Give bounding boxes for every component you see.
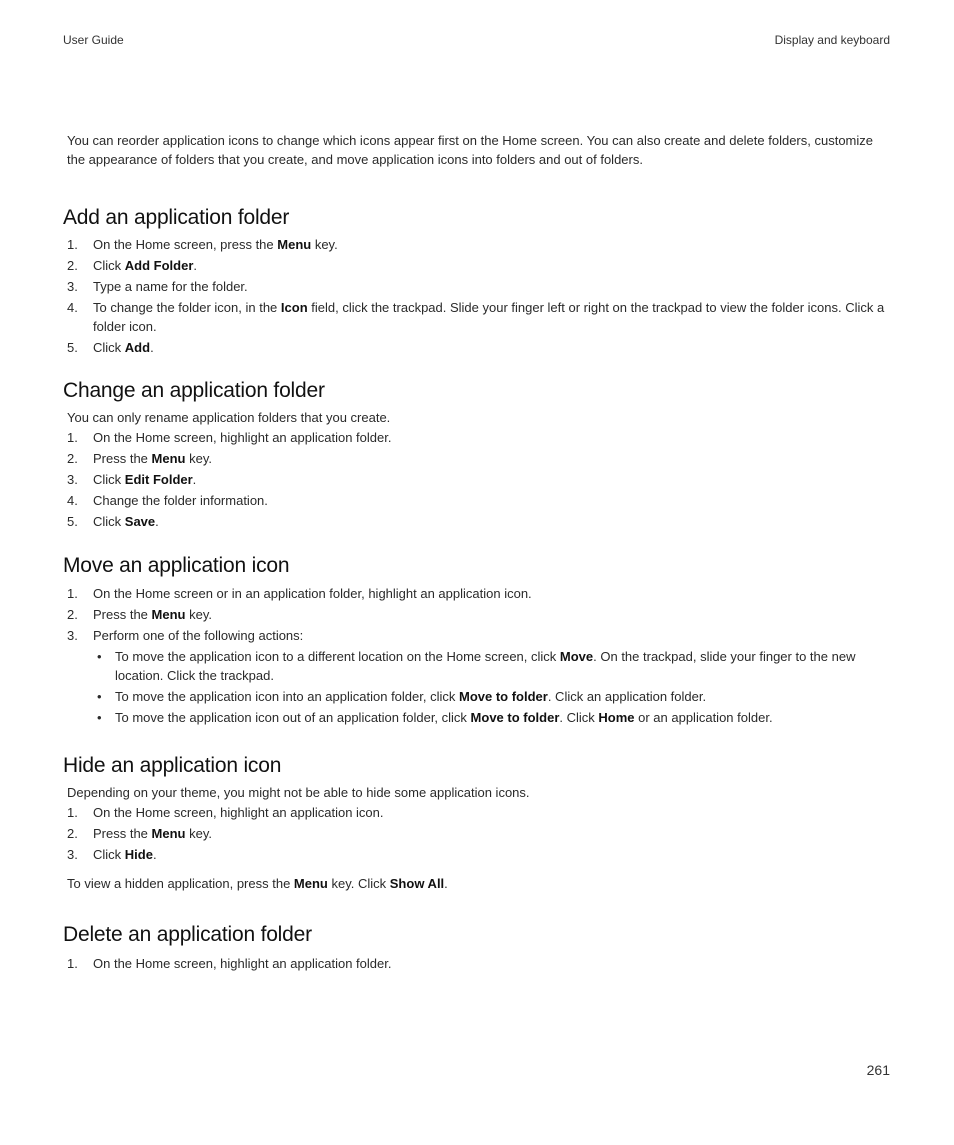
steps-list — [63, 954, 891, 973]
intro-paragraph: You can reorder application icons to change which icons appear first on the Home screen. You can also create and delete folders, customize the appearance of folders that you create, and move application icons into folders and out of folders. — [67, 133, 874, 167]
section-title: Add an application folder — [63, 206, 290, 229]
section-move-icon — [63, 554, 891, 727]
section-change-folder — [63, 379, 891, 531]
section-delete-folder — [63, 923, 891, 973]
sub-action-item: • To move the application icon to a different location on the Home screen, click Move. On the trackpad, slide your finger to the new location. Click the trackpad. — [97, 649, 856, 683]
section-add-folder — [63, 206, 891, 357]
step-item: 1. On the Home screen, highlight an application folder. — [67, 956, 392, 971]
step-item: 4. Change the folder information. — [67, 493, 268, 508]
sub-action-item: • To move the application icon out of an application folder, click Move to folder. Click Home or an application folder. — [97, 710, 773, 725]
header-doc-title: User Guide — [63, 33, 124, 47]
header-chapter-title: Display and keyboard — [774, 33, 890, 47]
steps-list — [63, 428, 891, 531]
section-paragraph: Depending on your theme, you might not be able to hide some application icons. — [67, 785, 530, 800]
hidden-app-note: To view a hidden application, press the Menu key. Click Show All. — [67, 876, 448, 891]
sub-actions-list — [93, 647, 891, 727]
bullet-icon: • — [97, 649, 102, 664]
step-item: 1. On the Home screen or in an application folder, highlight an application icon. — [67, 586, 532, 601]
step-item: 2. Press the Menu key. — [67, 451, 212, 466]
step-item: 5. Click Add. — [67, 340, 154, 355]
section-paragraph: You can only rename application folders that you create. — [67, 410, 391, 425]
step-item: 1. On the Home screen, highlight an application folder. — [67, 430, 392, 445]
page-content — [63, 131, 891, 975]
section-title: Move an application icon — [63, 554, 290, 577]
step-item: 2. Click Add Folder. — [67, 258, 198, 273]
section-title: Delete an application folder — [63, 923, 312, 946]
section-title: Change an application folder — [63, 379, 325, 402]
step-item: 5. Click Save. — [67, 514, 159, 529]
step-item: 1. On the Home screen, press the Menu key. — [67, 237, 338, 252]
bullet-icon: • — [97, 710, 102, 725]
step-item: 2. Press the Menu key. — [67, 826, 212, 841]
step-item: 4. To change the folder icon, in the Icon field, click the trackpad. Slide your finger left or right on the trackpad to view the folder icons. Click a folder icon. — [67, 300, 885, 334]
steps-list — [63, 584, 891, 727]
bullet-icon: • — [97, 689, 102, 704]
step-item: 3. Type a name for the folder. — [67, 279, 248, 294]
step-item: 2. Press the Menu key. — [67, 607, 212, 622]
step-item: 3. Perform one of the following actions: • To move the application icon to a different location on the Home screen, click Move. On the trackpad, slide your finger to the new location. Click the trackpad. • To move the application icon into an application folder, click Move to folder. Click an application folder. • To move the application icon out of an application folder, click Move to folder. Click Home or an application folder. — [63, 626, 891, 727]
sub-action-item: • To move the application icon into an application folder, click Move to folder. Click an application folder. — [97, 689, 707, 704]
section-hide-icon — [63, 754, 891, 893]
steps-list — [63, 803, 891, 864]
steps-list — [63, 235, 891, 357]
page-number: 261 — [866, 1062, 890, 1078]
section-title: Hide an application icon — [63, 754, 282, 777]
step-item: 3. Click Hide. — [67, 847, 157, 862]
step-item: 1. On the Home screen, highlight an application icon. — [67, 805, 384, 820]
step-item: 3. Click Edit Folder. — [67, 472, 197, 487]
